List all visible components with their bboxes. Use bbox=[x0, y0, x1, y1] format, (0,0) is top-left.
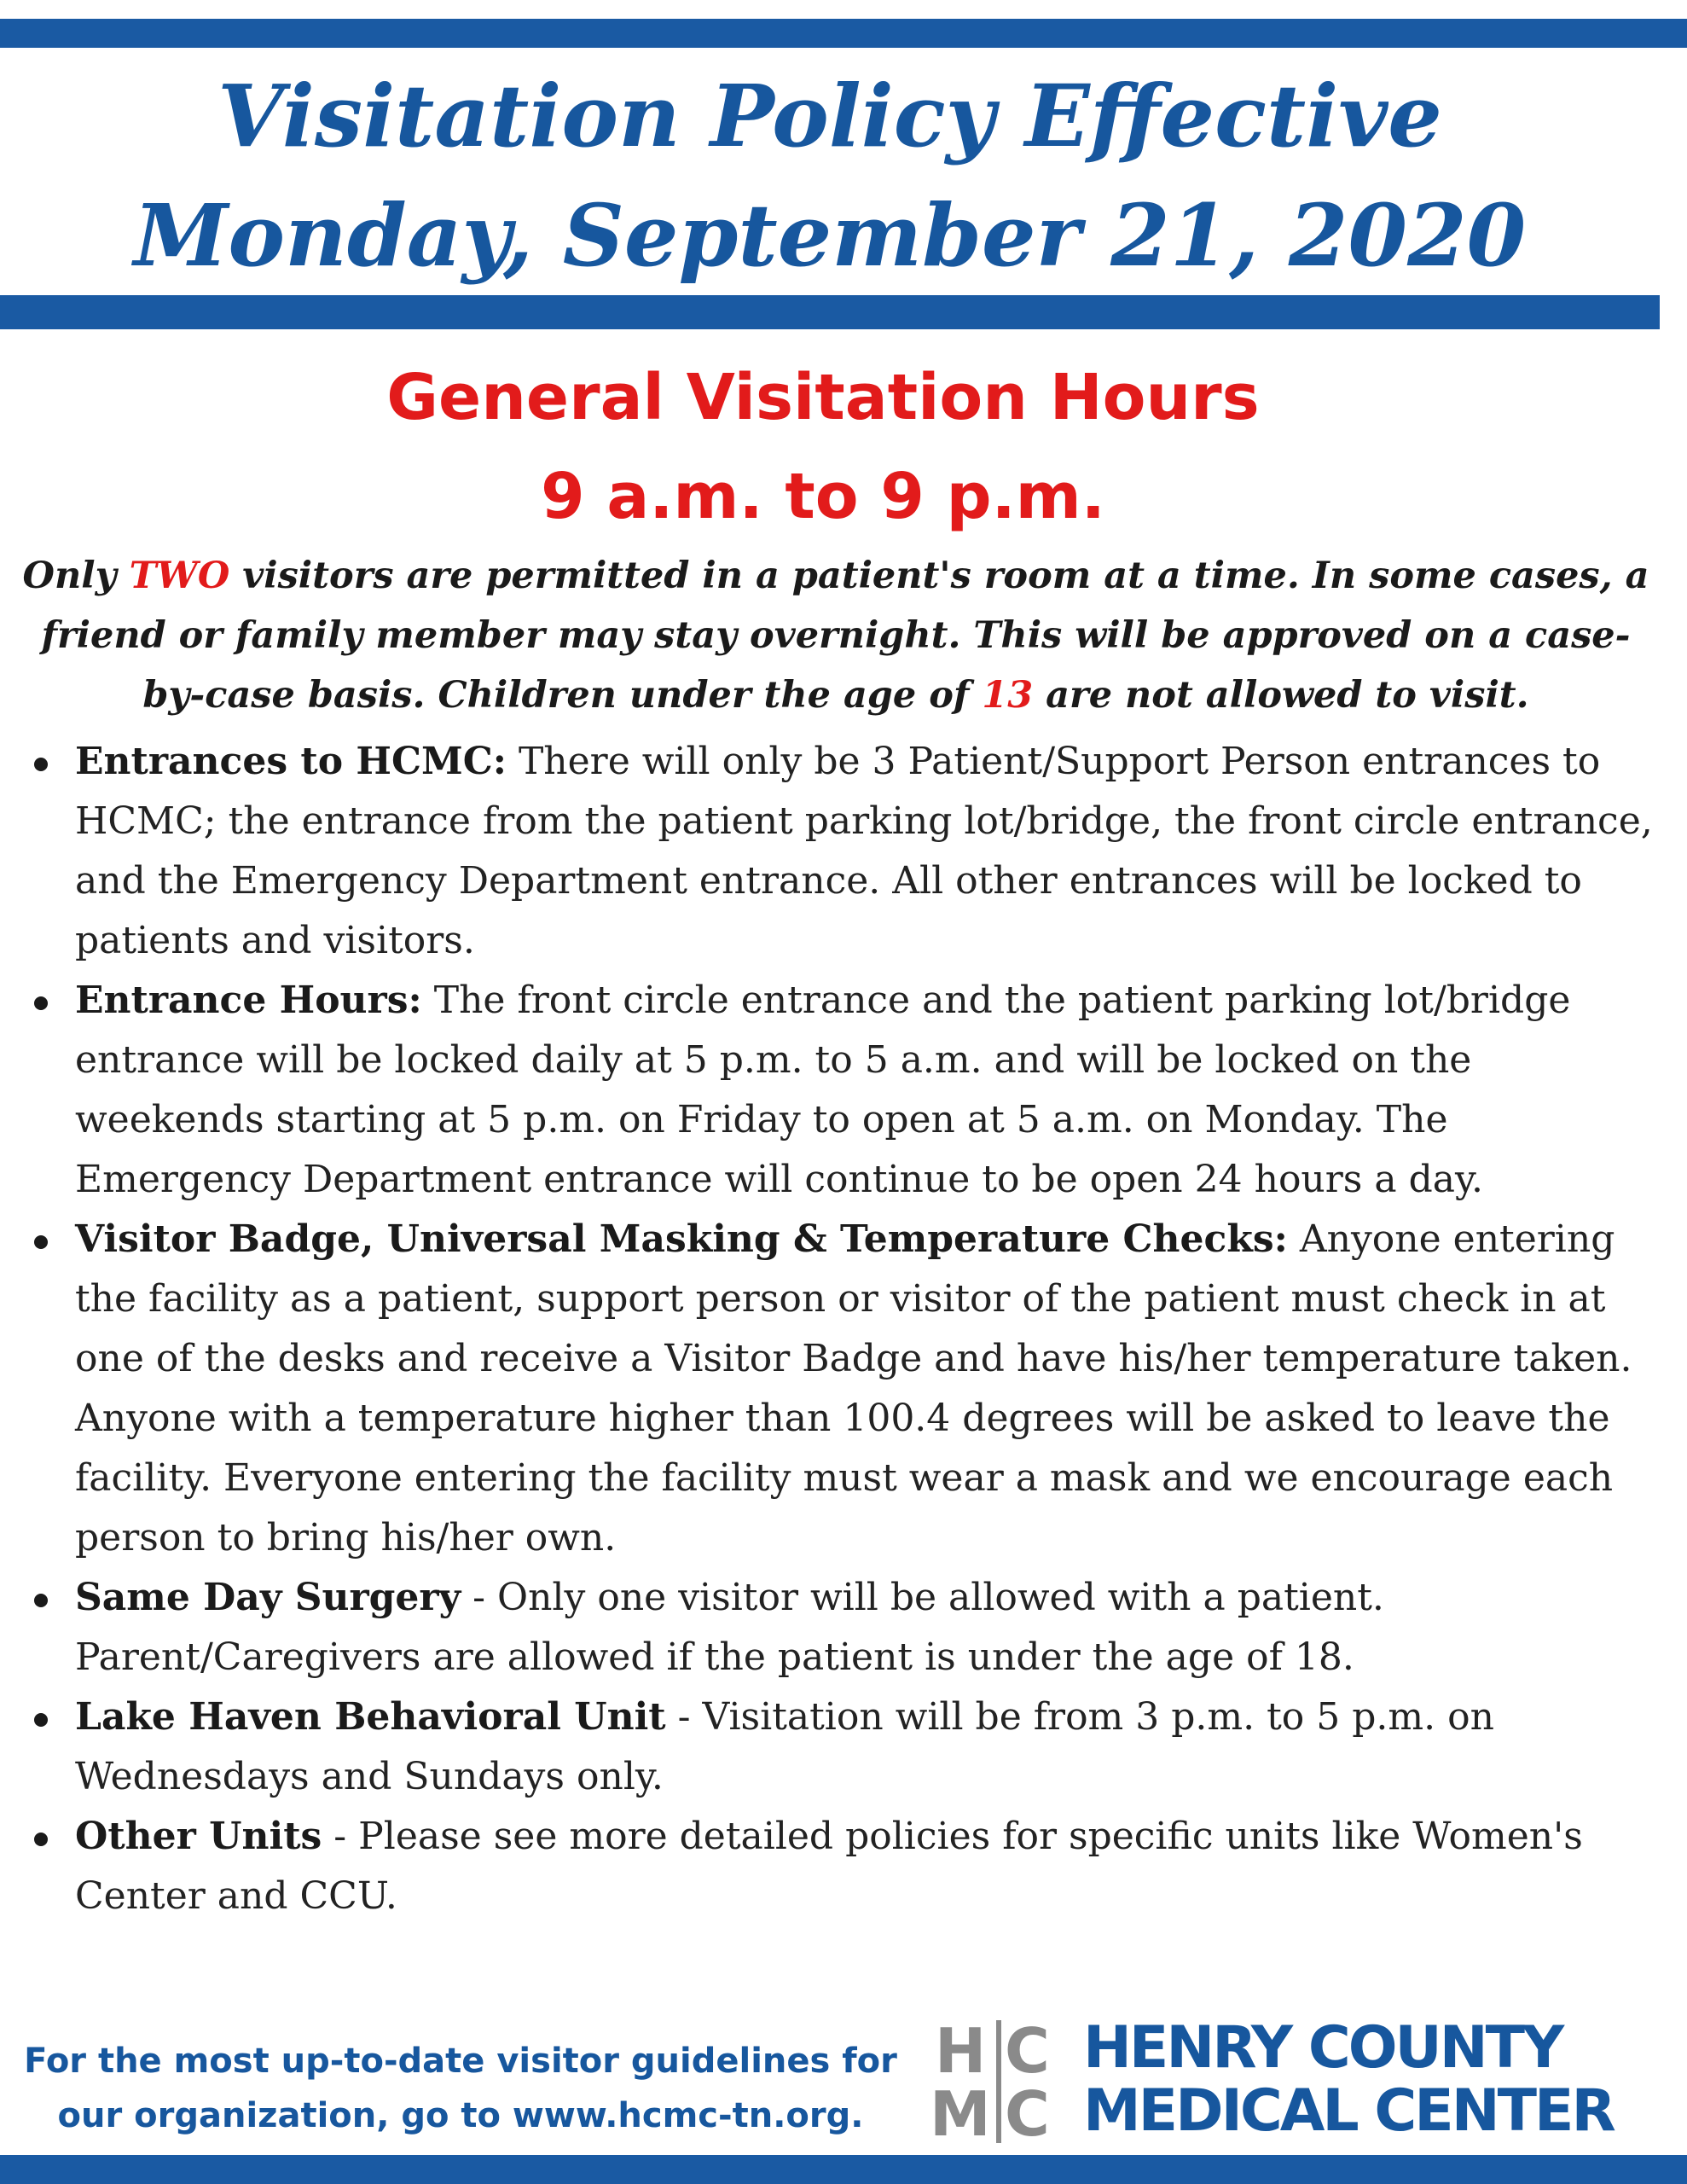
item-lead: Entrances to HCMC: bbox=[75, 740, 507, 783]
footer-line-2: our organization, go to www.hcmc-tn.org. bbox=[57, 2096, 864, 2135]
hcmc-monogram-icon bbox=[930, 2015, 1066, 2150]
footer-line-1: For the most up-to-date visitor guidelines for bbox=[24, 2042, 897, 2081]
item-text: - Only one visitor will be allowed with a patient. Parent/Caregivers are allowed if the patient is under the age of 18. bbox=[75, 1576, 1384, 1679]
item-lead: Lake Haven Behavioral Unit bbox=[75, 1695, 666, 1739]
bullet-icon bbox=[34, 1713, 48, 1727]
logo-name-line-1: HENRY COUNTY bbox=[1083, 2014, 1562, 2082]
logo-wordmark bbox=[1083, 2014, 1646, 2145]
policy-list bbox=[0, 732, 1672, 1926]
item-text: - Visitation will be from 3 p.m. to 5 p.m. on Wednesdays and Sundays only. bbox=[75, 1695, 1494, 1798]
list-item bbox=[0, 1807, 1672, 1926]
monogram-divider bbox=[996, 2020, 1001, 2143]
monogram-h: H bbox=[935, 2015, 987, 2087]
list-item bbox=[0, 732, 1672, 971]
item-text: - Please see more detailed policies for specific units like Women's Center and CCU. bbox=[75, 1815, 1583, 1918]
intro-text-3: are not allowed to visit. bbox=[1033, 674, 1529, 717]
bullet-icon bbox=[34, 758, 48, 771]
intro-highlight-age: 13 bbox=[982, 674, 1034, 717]
hours-time: 9 a.m. to 9 p.m. bbox=[541, 460, 1105, 533]
list-item bbox=[0, 971, 1672, 1210]
intro-text-1: Only bbox=[22, 555, 130, 597]
title-underline-rule bbox=[0, 295, 1660, 329]
item-lead: Same Day Surgery bbox=[75, 1576, 461, 1619]
bullet-icon bbox=[34, 996, 48, 1010]
bullet-icon bbox=[34, 1235, 48, 1249]
monogram-m: M bbox=[930, 2078, 991, 2150]
top-rule bbox=[0, 19, 1687, 48]
list-item bbox=[0, 1568, 1672, 1687]
bullet-icon bbox=[34, 1833, 48, 1846]
intro-paragraph bbox=[17, 546, 1655, 725]
item-text: Anyone entering the facility as a patient, support person or visitor of the patient must check in at one of the desks and receive a Visitor Badge and have his/her temperature taken. Anyone with a temperature higher than 100.4 degrees will be asked to leave the facility. Everyone entering the facility must wear a mask and we encourage each person to bring his/her own. bbox=[75, 1217, 1632, 1560]
title-line-1: Visitation Policy Effective bbox=[217, 66, 1442, 166]
item-lead: Entrance Hours: bbox=[75, 979, 422, 1022]
page-title bbox=[0, 56, 1660, 295]
monogram-c-top: C bbox=[1005, 2015, 1050, 2087]
intro-highlight-two: TWO bbox=[129, 555, 230, 597]
bullet-icon bbox=[34, 1594, 48, 1607]
title-line-2: Monday, September 21, 2020 bbox=[133, 185, 1527, 286]
logo-name-line-2: MEDICAL CENTER bbox=[1083, 2077, 1614, 2145]
item-lead: Other Units bbox=[75, 1815, 322, 1858]
item-text: The front circle entrance and the patient parking lot/bridge entrance will be locked daily at 5 p.m. to 5 a.m. and will be locked on the weekends starting at 5 p.m. on Friday to open at 5 a.m. on Monday. The Emergency Department entrance will continue to be open 24 hours a day. bbox=[75, 979, 1571, 1201]
hours-heading: General Visitation Hours bbox=[386, 361, 1260, 434]
list-item bbox=[0, 1210, 1672, 1568]
bottom-rule bbox=[0, 2155, 1687, 2184]
item-lead: Visitor Badge, Universal Masking & Temperature Checks: bbox=[75, 1217, 1288, 1261]
intro-text-2: visitors are permitted in a patient's room at a time. In some cases, a friend or family member may stay overnight. This will be approved on a case-by-case basis. Children under the age of bbox=[41, 555, 1649, 717]
item-text: There will only be 3 Patient/Support Person entrances to HCMC; the entrance from the patient parking lot/bridge, the front circle entrance, and the Emergency Department entrance. All other entrances will be locked to patients and visitors. bbox=[75, 740, 1653, 962]
visitation-hours bbox=[0, 348, 1646, 546]
monogram-c-bottom: C bbox=[1005, 2078, 1050, 2150]
hcmc-logo bbox=[930, 2014, 1646, 2150]
list-item bbox=[0, 1687, 1672, 1807]
footer-guidelines bbox=[17, 2034, 904, 2143]
